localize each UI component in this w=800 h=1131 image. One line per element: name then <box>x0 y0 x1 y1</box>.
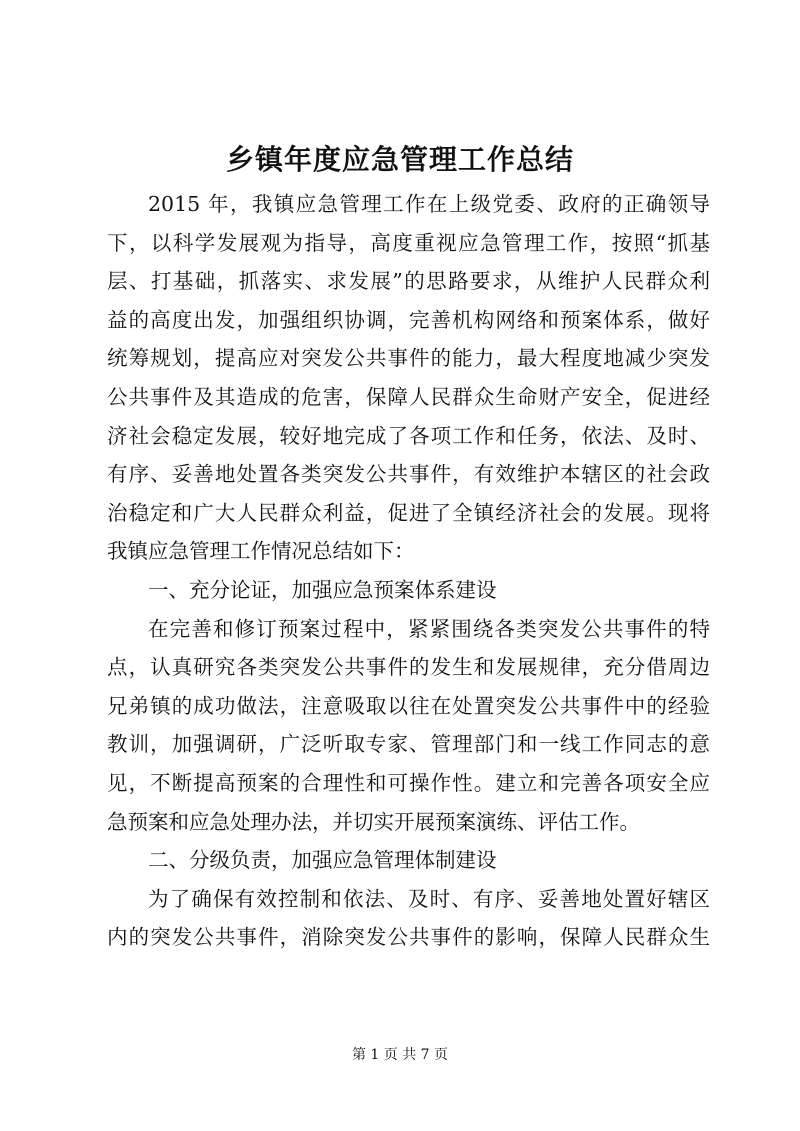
paragraph-line: 急预案和应急处理办法，并切实开展预案演练、评估工作。 <box>107 809 640 834</box>
paragraph-line: 点，认真研究各类突发公共事件的发生和发展规律，充分借周边 <box>107 655 710 680</box>
section-heading: 一、充分论证，加强应急预案体系建设 <box>148 577 497 602</box>
paragraph-line: 统筹规划，提高应对突发公共事件的能力，最大程度地减少突发 <box>107 346 710 371</box>
paragraph-line: 我镇应急管理工作情况总结如下： <box>107 539 415 564</box>
paragraph-line: 见，不断提高预案的合理性和可操作性。建立和完善各项安全应 <box>107 770 710 795</box>
section-heading: 二、分级负责，加强应急管理体制建设 <box>148 848 497 873</box>
paragraph-line: 有序、妥善地处置各类突发公共事件，有效维护本辖区的社会政 <box>107 462 710 487</box>
paragraph-line: 2015 年，我镇应急管理工作在上级党委、政府的正确领导 <box>148 192 710 216</box>
paragraph-line: 益的高度出发，加强组织协调，完善机构网络和预案体系，做好 <box>107 307 710 332</box>
paragraph-line: 下，以科学发展观为指导，高度重视应急管理工作，按照“抓基 <box>107 230 710 255</box>
paragraph-line: 济社会稳定发展，较好地完成了各项工作和任务，依法、及时、 <box>107 423 710 448</box>
paragraph-line: 为了确保有效控制和依法、及时、有序、妥善地处置好辖区 <box>148 886 710 911</box>
page-footer: 第 1 页 共 7 页 <box>351 1047 449 1063</box>
paragraph-line: 层、打基础，抓落实、求发展”的思路要求，从维护人民群众利 <box>107 269 710 294</box>
paragraph-line: 公共事件及其造成的危害，保障人民群众生命财产安全，促进经 <box>107 384 710 409</box>
document-body <box>107 185 710 957</box>
document-title: 乡镇年度应急管理工作总结 <box>225 143 574 176</box>
paragraph-line: 兄弟镇的成功做法，注意吸取以往在处置突发公共事件中的经验 <box>107 693 710 718</box>
paragraph-line: 在完善和修订预案过程中，紧紧围绕各类突发公共事件的特 <box>148 616 710 641</box>
paragraph-line: 内的突发公共事件，消除突发公共事件的影响，保障人民群众生 <box>107 925 710 950</box>
paragraph-line: 教训，加强调研，广泛听取专家、管理部门和一线工作同志的意 <box>107 732 710 757</box>
paragraph-line: 治稳定和广大人民群众利益，促进了全镇经济社会的发展。现将 <box>107 500 710 525</box>
